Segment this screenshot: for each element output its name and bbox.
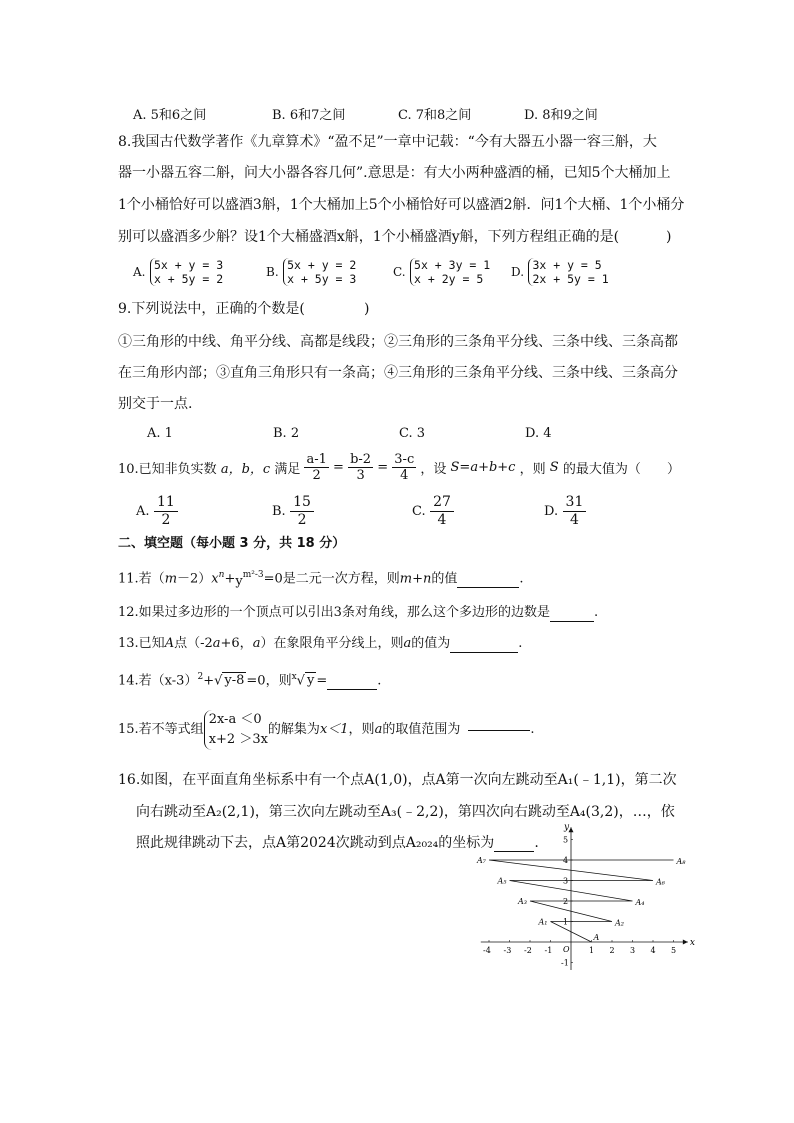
fraction <box>154 494 178 529</box>
q10-option-c[interactable] <box>412 494 454 529</box>
q13-a: a <box>252 636 261 651</box>
equation: 5x + y = 2 <box>287 258 357 272</box>
q10-option-d[interactable] <box>544 494 586 529</box>
denominator: 2 <box>161 512 171 528</box>
x-tick-label: 1 <box>589 946 595 955</box>
q11-text: －2） <box>177 571 212 587</box>
numerator: b-2 <box>350 452 372 467</box>
q8-line-2: 器一小器五容二斛，问大小器各容几何”.意思是：有大小两种盛酒的桶，已知5个大桶加上 <box>118 165 671 181</box>
q15-text: 15.若不等式组 <box>118 722 204 737</box>
q14-end: . <box>377 673 382 689</box>
equation-system <box>528 258 608 286</box>
q8-line-3: 1个小桶恰好可以盛酒3斛，1个大桶加上5个小桶恰好可以盛酒2斛．问1个大桶、1个小桶分 <box>118 197 685 213</box>
answer-blank[interactable] <box>327 689 377 690</box>
equation: 5x + y = 3 <box>153 258 224 272</box>
q10-option-a[interactable] <box>136 494 178 529</box>
answer-blank[interactable] <box>457 587 519 588</box>
numerator: 11 <box>154 494 178 512</box>
q13-text: +6， <box>220 636 253 651</box>
point-label: A₄ <box>635 898 645 907</box>
q11-text: 11.若（ <box>118 571 165 587</box>
q8-option-c-label: C. <box>393 265 406 279</box>
equals-sign: = <box>377 460 389 475</box>
answer-blank[interactable] <box>450 652 518 653</box>
q8-option-b-label: B. <box>266 265 279 279</box>
q10-vars: a，b，c <box>220 462 271 477</box>
q8-option-d[interactable] <box>511 258 609 286</box>
option-label: A. <box>136 504 150 519</box>
equation: x + 5y = 3 <box>287 272 357 286</box>
q9-line-2: 在三角形内部；③直角三角形只有一条高；④三角形的三条角平分线、三条中线、三条高分 <box>118 365 678 381</box>
q10-sum: S=a+b+c <box>450 460 516 475</box>
q11-y-exponent: m²-3 <box>242 570 264 580</box>
fraction <box>304 452 328 483</box>
q8-option-a[interactable] <box>133 258 223 286</box>
point-label: A₅ <box>497 876 507 886</box>
inequality: 2x-a ＜0 <box>208 712 262 727</box>
numerator: a-1 <box>306 452 327 467</box>
section-heading: 二、填空题（每小题 3 分，共 18 分） <box>118 536 346 551</box>
q12-end: . <box>593 605 599 620</box>
equation-system <box>410 258 490 286</box>
equation-system <box>283 258 356 286</box>
equation: 2x + 5y = 1 <box>532 272 609 286</box>
q7-option-b[interactable]: B. 6和7之间 <box>272 108 346 123</box>
option-label: C. <box>412 504 426 519</box>
equation: 5x + 3y = 1 <box>414 258 491 272</box>
q14-text: 14.若（x-3） <box>118 673 198 689</box>
q13-text: 点（-2 <box>174 636 213 651</box>
q11-text: =0是二元一次方程，则 <box>263 571 400 587</box>
q8-line-1: 8.我国古代数学著作《九章算术》“盈不足”一章中记载：“今有大器五小器一容三斛，大 <box>118 134 657 150</box>
fraction <box>290 494 314 529</box>
q11-x: x <box>211 571 219 587</box>
denominator: 3 <box>356 468 365 483</box>
q10-s: S <box>549 460 559 475</box>
q8-option-d-label: D. <box>511 265 525 279</box>
denominator: 4 <box>400 468 409 483</box>
x-tick-label: 4 <box>650 946 656 955</box>
q15-text: 的取值范围为 <box>382 722 461 737</box>
q7-option-c[interactable]: C. 7和8之间 <box>398 108 472 123</box>
q14-radicand: y-8 <box>224 673 245 689</box>
x-tick-label: -2 <box>524 946 532 955</box>
equation: x + 2y = 5 <box>414 272 484 286</box>
x-tick-label: -1 <box>544 946 553 955</box>
q14-text: =0，则 <box>246 673 292 689</box>
equation: 3x + y = 5 <box>532 258 602 272</box>
q7-option-d[interactable]: D. 8和9之间 <box>524 108 598 123</box>
q9-option-c[interactable]: C. 3 <box>399 426 426 441</box>
q9-option-d[interactable]: D. 4 <box>525 426 552 441</box>
q16-line-2: 向右跳动至A₂(2,1)，第三次向左跳动至A₃(﹣2,2)，第四次向右跳动至A₄(3,2)，…，依 <box>136 804 675 820</box>
q13-a-point: A <box>164 636 175 651</box>
sqrt-symbol: √ <box>296 673 305 689</box>
question-11 <box>118 566 524 588</box>
q11-x-exponent: n <box>218 570 225 580</box>
point-label: A₃ <box>518 897 527 906</box>
y-tick-label: 2 <box>563 897 569 906</box>
question-15 <box>118 710 534 750</box>
q11-text: 的值 <box>431 571 458 587</box>
q14-root-index: x <box>291 672 297 682</box>
denominator: 4 <box>570 512 579 528</box>
question-12 <box>118 604 598 622</box>
equation: x + 5y = 2 <box>153 272 224 286</box>
numerator: 31 <box>563 494 587 512</box>
q15-a: a <box>374 722 383 737</box>
q9-stem: 9.下列说法中，正确的个数是( <box>118 301 305 317</box>
y-axis-arrow <box>569 827 574 832</box>
x-tick-label: 2 <box>609 946 615 955</box>
fraction <box>430 494 454 529</box>
denominator: 4 <box>437 512 447 528</box>
q10-text: ，设 <box>420 462 447 477</box>
q10-option-b[interactable] <box>272 494 314 529</box>
fraction <box>563 494 587 529</box>
y-axis-label: y <box>564 822 570 833</box>
q11-mn: m+n <box>399 571 432 587</box>
q8-option-a-label: A. <box>133 265 146 279</box>
q14-radicand: y <box>306 673 315 689</box>
y-tick-label: 4 <box>563 856 569 865</box>
x-tick-label: 3 <box>630 946 636 955</box>
x-axis-label: x <box>689 938 695 948</box>
q14-text: = <box>316 673 328 689</box>
sqrt-symbol: √ <box>214 673 223 689</box>
q15-solution: x＜1 <box>319 722 349 737</box>
denominator: 2 <box>297 512 307 528</box>
inequality: x+2 ＞3x <box>208 732 268 747</box>
q7-option-a[interactable]: A. 5和6之间 <box>133 108 207 123</box>
q13-text: ）在象限角平分线上，则 <box>260 636 404 651</box>
q14-exponent: 2 <box>197 672 204 682</box>
jump-path <box>489 860 674 942</box>
q16-end: . <box>534 835 539 851</box>
point-label: A₈ <box>676 857 686 866</box>
numerator: 27 <box>430 494 454 512</box>
x-tick-label: -4 <box>483 946 491 955</box>
y-tick-label: 3 <box>563 876 569 886</box>
q10-text: ，则 <box>519 462 546 477</box>
point-label: A₂ <box>615 918 624 928</box>
q15-end: . <box>530 722 535 737</box>
equation-system <box>150 258 223 286</box>
q9-line-3: 别交于一点. <box>118 396 193 412</box>
q8-option-c[interactable] <box>393 258 490 286</box>
option-label: B. <box>272 504 286 519</box>
numerator: 15 <box>290 494 314 512</box>
origin-label: O <box>563 945 570 954</box>
numerator: 3-c <box>394 452 415 467</box>
q13-text: 的值为 <box>411 636 451 651</box>
answer-blank[interactable] <box>550 621 594 622</box>
fraction <box>348 452 373 483</box>
point-label: A <box>593 933 600 942</box>
y-tick-label: -1 <box>561 958 569 968</box>
q14-plus: + <box>203 673 215 689</box>
q16-line-3: 照此规律跳动下去，点A第2024次跳动到点A₂₀₂₄的坐标为 <box>136 835 495 851</box>
fraction <box>392 452 416 483</box>
answer-blank[interactable] <box>468 730 530 731</box>
q8-line-4: 别可以盛酒多少斛？设1个大桶盛酒x斛，1个小桶盛酒y斛，下列方程组正确的是( <box>118 229 620 245</box>
question-14 <box>118 668 381 690</box>
y-tick-label: 1 <box>563 917 569 927</box>
jump-coordinate-figure <box>470 820 700 970</box>
q13-a: a <box>403 636 412 651</box>
q13-text: 13.已知 <box>118 636 165 651</box>
q8-answer-paren: ) <box>666 229 672 245</box>
q11-y: y <box>235 574 243 590</box>
q11-end: . <box>519 571 524 587</box>
y-tick-label: 5 <box>563 835 569 845</box>
x-tick-label: -3 <box>503 946 512 955</box>
denominator: 2 <box>312 468 321 483</box>
inequality-system <box>204 710 268 750</box>
q13-a: a <box>212 636 221 651</box>
q13-end: . <box>518 636 523 651</box>
q9-option-a[interactable]: A. 1 <box>147 426 173 441</box>
q16-line-1: 16.如图，在平面直角坐标系中有一个点A(1,0)，点A第一次向左跳动至A₁(﹣1,1)，第二次 <box>118 772 677 788</box>
point-label: A₇ <box>477 856 486 865</box>
q15-text: 的解集为 <box>267 722 320 737</box>
point-label: A₁ <box>538 917 548 927</box>
option-label: D. <box>544 504 559 519</box>
q11-plus: + <box>224 571 236 587</box>
q10-answer-paren: ） <box>666 462 680 477</box>
q10-text: 10.已知非负实数 <box>118 462 217 477</box>
q10-text: 满足 <box>274 462 301 477</box>
x-tick-label: 5 <box>671 946 677 955</box>
q11-m: m <box>164 571 178 587</box>
equals-sign: = <box>333 460 344 475</box>
q9-option-b[interactable]: B. 2 <box>273 426 300 441</box>
x-axis-arrow <box>683 940 688 945</box>
question-10 <box>118 452 680 483</box>
q15-text: ，则 <box>348 722 375 737</box>
q8-option-b[interactable] <box>266 258 356 286</box>
q10-text: 的最大值为（ <box>562 462 641 477</box>
question-13 <box>118 635 522 653</box>
point-label: A₆ <box>656 877 665 887</box>
q9-line-1: ①三角形的中线、角平分线、高都是线段；②三角形的三条角平分线、三条中线、三条高都 <box>118 334 678 350</box>
q9-answer-paren: ) <box>364 301 370 317</box>
q12-text: 12.如果过多边形的一个顶点可以引出3条对角线，那么这个多边形的边数是 <box>118 605 550 620</box>
